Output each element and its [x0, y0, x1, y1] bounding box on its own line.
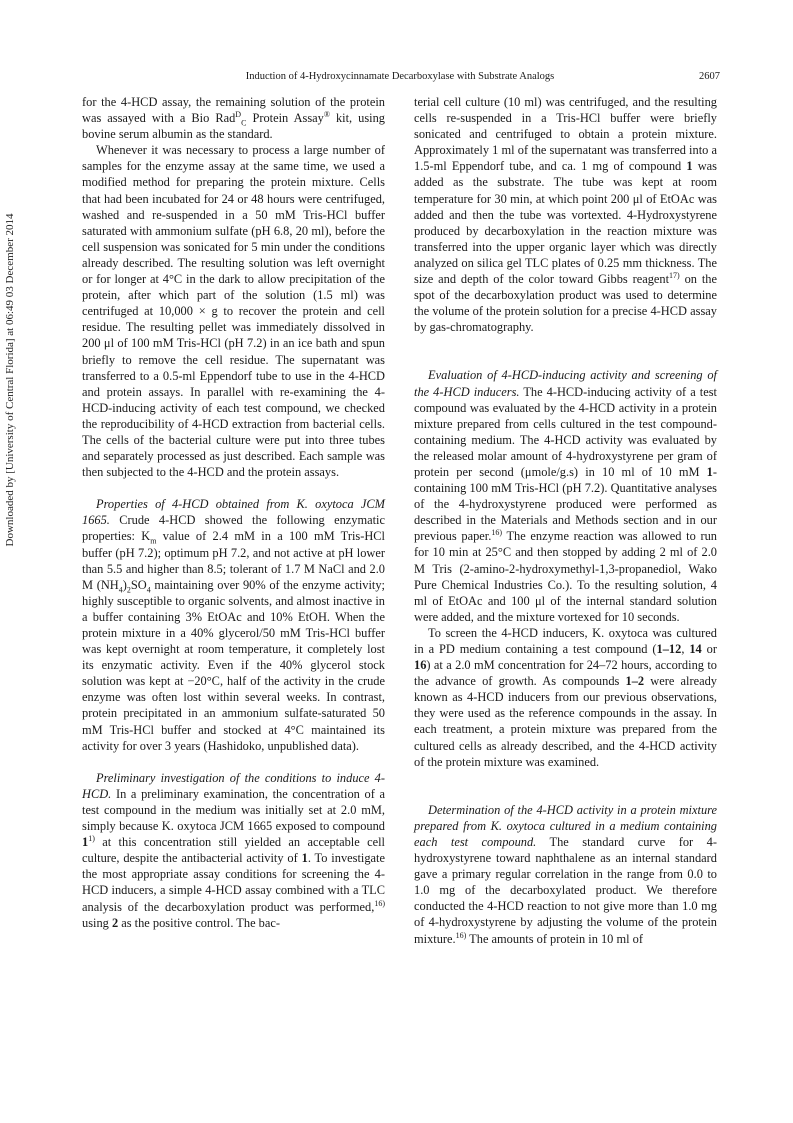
subscript: m: [150, 536, 157, 546]
text: ): [122, 577, 127, 592]
compound-number: 1–12: [656, 642, 682, 656]
section-heading: Determination of the 4-HCD activity in a protein mixture prepared from K. oxytoca cultured in a medium containing each test compound.: [414, 802, 717, 849]
citation: 16): [491, 528, 502, 538]
section-heading: Properties of 4-HCD obtained from K. oxytoca JCM 1665.: [82, 497, 385, 528]
text: kit, using bovine serum albumin as the standard.: [82, 111, 386, 142]
text: using: [82, 915, 112, 930]
paragraph: [82, 496, 385, 754]
left-column: [82, 94, 385, 931]
paragraph: [82, 770, 385, 931]
compound-number: 1: [301, 851, 308, 866]
registered-mark: ®: [323, 109, 330, 119]
text: or: [701, 642, 718, 656]
citation: 16): [455, 930, 467, 940]
paragraph: [414, 802, 717, 947]
text: ) at a 2.0 mM concentration for 24–72 hours, according to the advance of growth. As compounds: [414, 658, 717, 689]
text: ,: [681, 642, 690, 656]
compound-number: 2: [111, 915, 119, 930]
paragraph: [414, 625, 717, 770]
text: maintaining over 90% of the enzyme activity; highly susceptible to organic solvents, and almost inactive in a buffer containing 3% EtOAc and 10% EtOH. When the protein mixture in a 40% glycerol/50 mM Tris-HCl buffer was kept overnight at room temperature, it completely lost its enzymatic activity. Even if the 40% glycerol stock solution was kept at −20°C, half of the activity in the crude enzyme was often lost within several weeks. In contrast, protein precipitated in an ammonium sulfate-saturated 50 mM Tris-HCl buffer and stocked at 4°C maintained its activity for over 3 years (Hashidoko, unpublished data).: [82, 577, 385, 753]
text: for the 4-HCD assay, the remaining solution of the protein was assayed with a Bio Rad: [82, 95, 385, 126]
section-heading: Preliminary investigation of the conditions to induce 4-HCD.: [82, 770, 385, 801]
citation: 17): [669, 270, 680, 280]
download-watermark-text: Downloaded by [University of Central Florida] at 06:49 03 December 2014: [4, 213, 16, 547]
paragraph: [414, 367, 717, 625]
compound-number: 1: [686, 159, 693, 174]
subscript: 2: [126, 585, 131, 595]
text: The 4-HCD-inducing activity of a test compound was evaluated by the 4-HCD activity in a protein mixture prepared from cells cultured in the test compound-containing medium. The 4-HCD activity was evaluated by the released molar amount of 4-hydroxystyrene per gram of protein per second (μmole/g.s) in 10 ml of 10 mM: [414, 384, 717, 479]
citation: 16): [374, 898, 385, 908]
superscript: D: [235, 109, 242, 119]
text: -containing 100 mM Tris-HCl (pH 7.2). Quantitative analyses of the 4-hydroxystyrene produced were performed as described in the Materials and Methods section and in our previous paper.: [414, 464, 717, 544]
text: as the positive control. The bac-: [118, 915, 280, 930]
text: The amounts of protein in 10 ml of: [466, 931, 643, 946]
text: Protein Assay: [246, 111, 324, 126]
compound-number: 16: [414, 658, 427, 673]
paragraph: [414, 94, 717, 335]
compound-number: 1: [82, 835, 89, 850]
page-number: 2607: [699, 71, 720, 82]
text: SO: [130, 577, 147, 592]
citation: 1): [88, 834, 95, 843]
text: value of 2.4 mM in a 100 mM Tris-HCl buffer (pH 7.2); optimum pH 7.2, and not active at pH lower than 5.5 and higher than 8.5; tolerant of 1.7 M NaCl and 2.0 M (NH: [82, 529, 385, 592]
paragraph: [82, 94, 385, 142]
text: To screen the 4-HCD inducers, K. oxytoca was cultured in a PD medium containing a test compound (: [414, 625, 717, 656]
text: on the spot of the decarboxylation product was used to determine the volume of the protein solution for a precise 4-HCD assay by gas-chromatography.: [414, 272, 717, 335]
text: at this concentration still yielded an acceptable cell culture, despite the antibacterial activity of: [82, 835, 385, 866]
running-title: Induction of 4-Hydroxycinnamate Decarboxylase with Substrate Analogs: [245, 71, 555, 82]
subscript: C: [241, 118, 247, 128]
text: was added as the substrate. The tube was kept at room temperature for 30 min, at which point 200 μl of EtOAc was added and then the tube was vortexted. 4-Hydroxystyrene produced by decarboxylation in the reaction mixture was transferred into the upper organic layer which was directly analyzed on silica gel TLC plates of 0.25 mm thickness. The size and depth of the color toward Gibbs reagent: [414, 159, 717, 287]
text: The enzyme reaction was allowed to run for 10 min at 25°C and then stopped by adding 2 ml of 2.0 M Tris (2-amino-2-hydroxymethyl-1,3-propanediol, Wako Pure Chemical Industries Co.). To the resulting solution, 4 ml of EtOAc and 100 μl of the internal standard solution were added, and the mixture vortexed for 10 seconds.: [414, 529, 717, 624]
right-column: [414, 94, 717, 947]
subscript: 4: [146, 585, 151, 595]
compound-number: 14: [689, 642, 702, 656]
compound-number: 1: [706, 464, 713, 479]
text: terial cell culture (10 ml) was centrifuged, and the resulting cells re-suspended in a Tris-HCl buffer were briefly sonicated and centrifuged to obtain a protein mixture. Approximately 1 ml of the supernatant was transferred into a 1.5-ml Eppendorf tube, and ca. 1 mg of compound: [414, 95, 717, 174]
text: were already known as 4-HCD inducers from our previous observations, they were used as the reference compounds in the assay. In each treatment, a protein mixture was prepared from the cultured cells as already described, and the 4-HCD activity of the protein mixture was examined.: [414, 674, 717, 769]
paragraph: Whenever it was necessary to process a large number of samples for the enzyme assay at the same time, we used a modified method for preparing the protein mixture. Cells that had been incubated for 24 or 48 hours were centrifuged, washed and re-suspended in a 50 mM Tris-HCl buffer saturated with ammonium sulfate (pH 6.8, 20 ml), before the cell suspension was sonicated for 5 min under the conditions already described. The resulting solution was left overnight or for longer at 4°C in the dark to allow precipitation of the protein, after which part of the solution (1.5 ml) was centrifuged at 10,000 × g to recover the protein and cell residue. The resulting pellet was immediately dissolved in 200 μl of 100 mM Tris-HCl (pH 7.2) in an ice bath and spun briefly to remove the cell residue. The supernatant was transferred to a 0.5-ml Eppendorf tube to use in the 4-HCD and protein assays. In parallel with re-examining the 4-HCD-inducing activity of each test compound, we checked the reproducibility of 4-HCD extraction from bacterial cells. The cells of the bacterial culture were put into three tubes and separately processed as just described. Each sample was then subjected to the 4-HCD and the protein assays.: [82, 143, 385, 480]
text: Crude 4-HCD showed the following enzymatic properties: K: [82, 513, 385, 544]
text: In a preliminary examination, the concentration of a test compound in the medium was initially set at 2.0 mM, simply because K. oxytoca JCM 1665 exposed to compound: [82, 786, 385, 834]
subscript: 4: [118, 585, 123, 595]
text: The standard curve for 4-hydroxystyrene toward naphthalene as an internal standard gave a primary regular correlation in the range from 0.0 to 1.0 mg of the decarboxylated product. We therefore conducted the 4-HCD reaction to not give more than 1.0 mg of 4-hydroxystyrene by adjusting the volume of the protein mixture.: [414, 834, 717, 946]
section-heading: Evaluation of 4-HCD-inducing activity and screening of the 4-HCD inducers.: [414, 368, 717, 399]
text: . To investigate the most appropriate assay conditions for screening the 4-HCD inducers, a simple 4-HCD assay combined with a TLC analysis of the decarboxylation product was performed,: [82, 851, 385, 914]
compound-number: 1–2: [625, 674, 645, 689]
